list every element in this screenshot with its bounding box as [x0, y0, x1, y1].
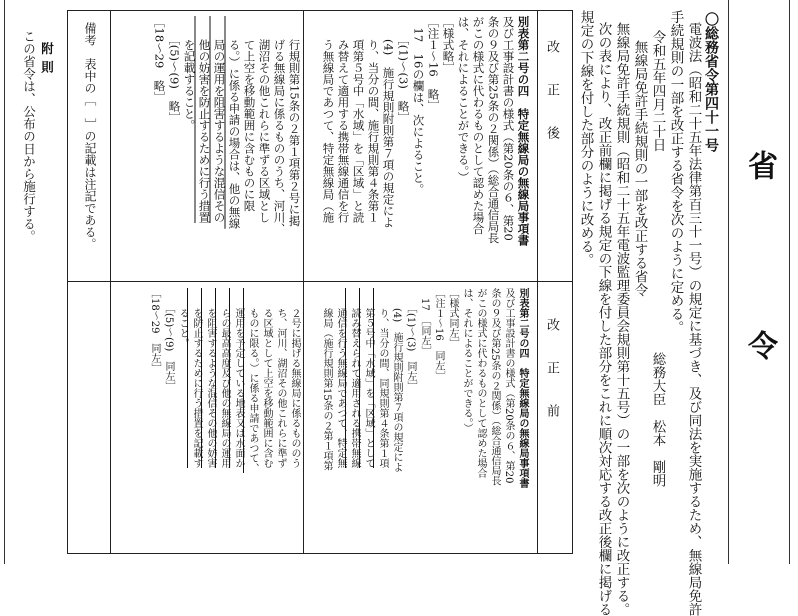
after-line-12: 項第５号中「水域」を「区域」と読 — [351, 16, 366, 223]
before-line-18: る区域として上空を移動範囲に含む — [261, 288, 272, 468]
signer: 総務大臣 松本 剛明 — [649, 352, 666, 487]
body-line-1: 無線局免許手続規則（昭和二十五年電波監理委員会規則第十五号）の一部を次のように改正する。 — [613, 22, 630, 616]
before-line-14: 通信を行う無線局であつて、特定無 — [335, 288, 346, 468]
after-line-22: を記載すること。 — [182, 16, 197, 131]
after-line-16: げる無線局に係るもののうち、河川、 — [272, 16, 287, 235]
before-line-8: 17 ［同左］ — [419, 288, 430, 356]
before-line-25: ［(5)～(9) 同左］ — [163, 288, 174, 392]
column-divider — [303, 10, 304, 554]
after-line-15: 行規則第15条の２第１項第２号に掲 — [287, 16, 302, 227]
before-line-9: ［(1)～(3) 同左］ — [405, 288, 416, 392]
intro-line-2: 手続規則の一部を改正する省令を次のように定める。 — [667, 10, 684, 334]
before-line-11: り、当分の間、同規則第４条第１項 — [377, 288, 388, 468]
before-line-24: ること。 — [177, 288, 188, 348]
table-remark: 備考 表中の［ ］の記載は注記である。 — [83, 22, 97, 250]
before-header-divider — [110, 10, 111, 554]
after-line-8: 17 16の欄は、次によること。 — [411, 16, 426, 195]
ordinance-title: 〇総務省令第四十一号 — [703, 12, 719, 152]
header-band-right-border — [789, 0, 790, 564]
after-line-24: ［18～29 略］ — [152, 16, 167, 103]
ordinance-name: 無線局免許手続規則の一部を改正する省令 — [631, 40, 648, 297]
header-before: 改正前 — [544, 318, 559, 447]
before-line-2: 及び工事設計書の様式（第20条の６、第20 — [503, 288, 514, 484]
after-header-divider — [537, 10, 538, 554]
header-after: 改正後 — [544, 40, 559, 169]
after-line-11: り、当分の間、施行規則第４条第１ — [366, 16, 381, 223]
before-line-16: ２号に掲げる無線局に係るもののう — [289, 288, 300, 468]
before-line-13: 読み替えられて適用される携帯無線 — [349, 288, 360, 468]
after-line-1: 別表第二号の四 特定無線局の無線局事項書 — [516, 16, 531, 246]
enactment-date: 令和五年四月二十日 — [649, 30, 666, 152]
after-line-21: 他の妨害を防止するために行う措置 — [197, 16, 212, 223]
before-line-1: 別表第二号の四 特定無線局の無線局事項書 — [517, 288, 528, 488]
after-line-14: う無線局であつて、特定無線局（施 — [321, 16, 336, 223]
after-line-3: 条の９及び第25条の２関係）（総合通信局長 — [486, 16, 501, 244]
after-line-7: ［注１～16 略］ — [426, 16, 441, 112]
after-line-20: 局の運用を阻害するような混信その — [212, 16, 227, 223]
after-line-6: ［様式略］ — [441, 16, 456, 74]
before-line-15: 線局（施行規則第15条の２第１項第 — [321, 288, 332, 471]
after-line-9: ［(1)～(3) 略］ — [396, 16, 411, 124]
intro-line-1: 電波法（昭和二十五年法律第百三十一号）の規定に基づき、及び同法を実施するため、無線局免許 — [685, 22, 702, 616]
before-line-4: がこの様式に代わるものとして認めた場合 — [475, 288, 486, 478]
before-line-10: (4) 施行規則附則第７項の規定によ — [391, 288, 402, 473]
left-page-border — [4, 0, 5, 564]
before-line-17: ち、河川、湖沼その他これらに準ず — [275, 288, 286, 468]
after-line-4: がこの様式に代わるものとして認めた場合 — [471, 16, 486, 235]
before-line-12: 第５号中「水域」を「区域」として — [363, 288, 374, 468]
before-line-22: を阻害するような混信その他の妨害 — [205, 288, 216, 468]
before-line-7: ［注１～16 同左］ — [433, 288, 444, 381]
before-line-21: らの最高高度及び他の無線局の運用 — [219, 288, 230, 468]
before-line-3: 条の９及び第25条の２関係）（総合通信局長 — [489, 288, 500, 486]
body-line-3: 規定の下線を付した部分のように改める。 — [577, 10, 594, 267]
after-line-18: て上空を移動範囲に含むものに限 — [242, 16, 257, 212]
after-line-2: 及び工事設計書の様式（第20条の６、第20 — [501, 16, 516, 241]
before-line-20: 運用を予定している地表又は水面か — [233, 288, 244, 468]
after-line-23: ［(5)～(9) 略］ — [167, 16, 182, 124]
before-line-23: を防止するために行う措置を記載す — [191, 288, 202, 468]
body-line-2: 次の表により、改正前欄に掲げる規定の下線を付した部分をこれに順次対応する改正後欄に掲げる — [595, 22, 612, 616]
after-line-5: は、それによることができる。） — [456, 16, 471, 183]
header-band-left-border — [728, 0, 729, 564]
after-line-13: み替えて適用する携帯無線通信を行 — [336, 16, 351, 223]
supplementary-title: 附則 — [39, 42, 55, 79]
header-label: 省令 — [742, 150, 777, 510]
row-divider — [67, 281, 573, 282]
supplementary-text: この省令は、公布の日から施行する。 — [21, 30, 37, 243]
after-line-10: (4) 施行規則附則第７項の規定によ — [381, 16, 396, 228]
before-line-6: ［様式同左］ — [447, 288, 458, 348]
after-line-17: 湖沼その他これらに準ずる区域とし — [257, 16, 272, 223]
before-line-19: ものに限る。）に係る申請であつて、 — [247, 288, 258, 473]
before-line-5: は、それによることができる。） — [461, 288, 472, 433]
before-line-26: ［18～29 同左］ — [149, 288, 160, 374]
after-line-19: る。）に係る申請の場合は、他の無線 — [227, 16, 242, 229]
